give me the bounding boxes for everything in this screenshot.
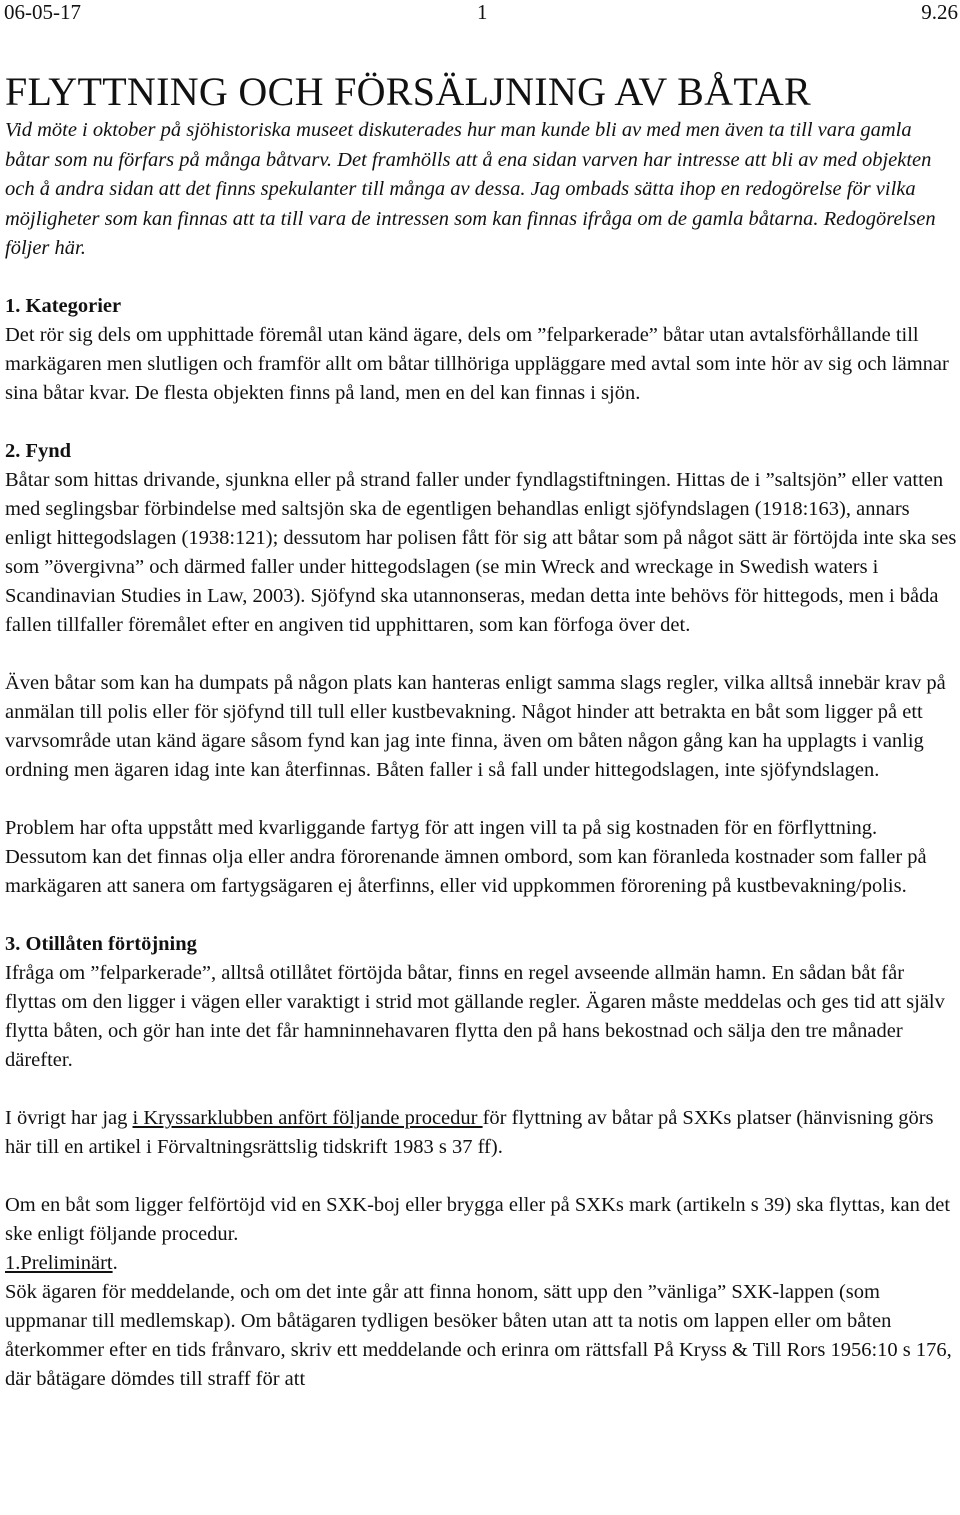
header-version: 9.26: [921, 0, 958, 24]
page-header: [0, 0, 960, 26]
sub-heading-preliminart-label: 1.Preliminärt: [5, 1252, 113, 1274]
sub-heading-preliminart: [5, 1249, 957, 1278]
paragraph-kategorier: Det rör sig dels om upphittade föremål utan känd ägare, dels om ”felparkerade” båtar utan avtalsförhållande till markägaren men slutligen och framför allt om båtar tillhöriga uppläggare med avtal som inte hör av sig och lämnar sina båtar kvar. De flesta objekten finns på land, men en del kan finnas i sjön.: [5, 324, 949, 404]
header-date: 06-05-17: [4, 0, 81, 24]
section-heading-kategorier: 1. Kategorier: [5, 295, 122, 317]
paragraph-otillaten-2: [5, 1104, 957, 1162]
document-body: [5, 292, 957, 1394]
intro-paragraph: Vid möte i oktober på sjöhistoriska museet diskuterades hur man kunde bli av med men även ta till vara gamla båtar som nu förfars på många båtvarv. Det framhölls att å ena sidan varven har intresse att bli av med objekten och å andra sidan att det finns spekulanter till många av dessa. Jag ombads sätta ihop en redogörelse för vilka möjligheter som kan finnas att ta till vara de intressen som kan finnas ifråga om de gamla båtarna. Redogörelsen följer här.: [5, 119, 936, 259]
section-heading-fynd: 2. Fynd: [5, 440, 72, 462]
document-title: FLYTTNING OCH FÖRSÄLJNING AV BÅTAR: [5, 69, 812, 114]
paragraph-fynd-3: Problem har ofta uppstått med kvarliggande fartyg för att ingen vill ta på sig kostnaden för en förflyttning. Dessutom kan det finnas olja eller andra förorenande ämnen ombord, som kan föranleda kostnader som faller på markägaren att sanera om fartygsägaren ej återfinns, eller vid uppkommen förorening på kustbevakning/polis.: [5, 817, 927, 897]
paragraph-fynd-1: Båtar som hittas drivande, sjunkna eller på strand faller under fyndlagstiftningen. Hittas de i ”saltsjön” eller vatten med seglingsbar förbindelse med saltsjön ska de egentligen behandlas enligt sjöfyndslagen (1918:163), annars enligt hittegodslagen (1938:121); dessutom har polisen fått för sig att båtar som på något sätt är förtöjda inte ska ses som ”övergivna” och därmed faller under hittegodslagen (se min Wreck and wreckage in Swedish waters i Scandinavian Studies in Law, 2003). Sjöfynd ska utannonseras, medan detta inte behövs för hittegods, men i båda fallen tillfaller föremålet efter en angiven tid upphittaren, som kan förfoga över det.: [5, 469, 957, 636]
paragraph-fynd-2: Även båtar som kan ha dumpats på någon plats kan hanteras enligt samma slags regler, vilka alltså innebär krav på anmälan till polis eller för sjöfynd till tull eller kustbevakning. Något hinder att betrakta en båt som ligger på ett varvsområde utan känd ägare såsom fynd kan jag inte finna, även om båten någon gång kan ha upplagts i vanlig ordning men ägaren idag inte kan återfinnas. Båten faller i så fall under hittegodslagen, inte sjöfyndslagen.: [5, 672, 946, 781]
sub-heading-preliminart-period: .: [112, 1252, 118, 1274]
paragraph-otillaten-2-start: I övrigt har jag: [5, 1107, 133, 1129]
paragraph-preliminart: Sök ägaren för meddelande, och om det inte går att finna honom, sätt upp den ”vänliga” SXK-lappen (som uppmanar till medlemskap). Om båtägaren tydligen besöker båten utan att ta notis om lappen eller om båten återkommer efter en tids frånvaro, skriv ett meddelande och erinra om rättsfall På Kryss & Till Rors 1956:10 s 176, där båtägare dömdes till straff för att: [5, 1281, 952, 1390]
paragraph-spacer: [5, 1075, 957, 1104]
paragraph-spacer: [5, 408, 957, 437]
paragraph-spacer: [5, 640, 957, 669]
paragraph-otillaten-3: Om en båt som ligger felförtöjd vid en SXK-boj eller brygga eller på SXKs mark (artikeln s 39) ska flyttas, kan det ske enligt följande procedur.: [5, 1194, 951, 1245]
paragraph-otillaten-1: Ifråga om ”felparkerade”, alltså otillåtet förtöjda båtar, finns en regel avseende allmän hamn. En sådan båt får flyttas om den ligger i vägen eller varaktigt i strid mot gällande regler. Ägaren måste meddelas och ges tid att själv flytta båten, och gör han inte det får hamninnehavaren flytta den på hans bekostnad och sälja den tre månader därefter.: [5, 962, 945, 1071]
section-heading-otillaten: 3. Otillåten förtöjning: [5, 933, 197, 955]
kryssarklubben-link[interactable]: i Kryssarklubben anfört följande procedur: [132, 1107, 483, 1129]
paragraph-spacer: [5, 1162, 957, 1191]
paragraph-spacer: [5, 785, 957, 814]
paragraph-otillaten-2-end: för flyttning av båtar på SXKs platser (hänvisning görs här till en artikel i Förvaltningsrättslig tidskrift 1983 s 37 ff).: [5, 1107, 934, 1158]
header-page-number: 1: [477, 0, 488, 24]
paragraph-spacer: [5, 901, 957, 930]
